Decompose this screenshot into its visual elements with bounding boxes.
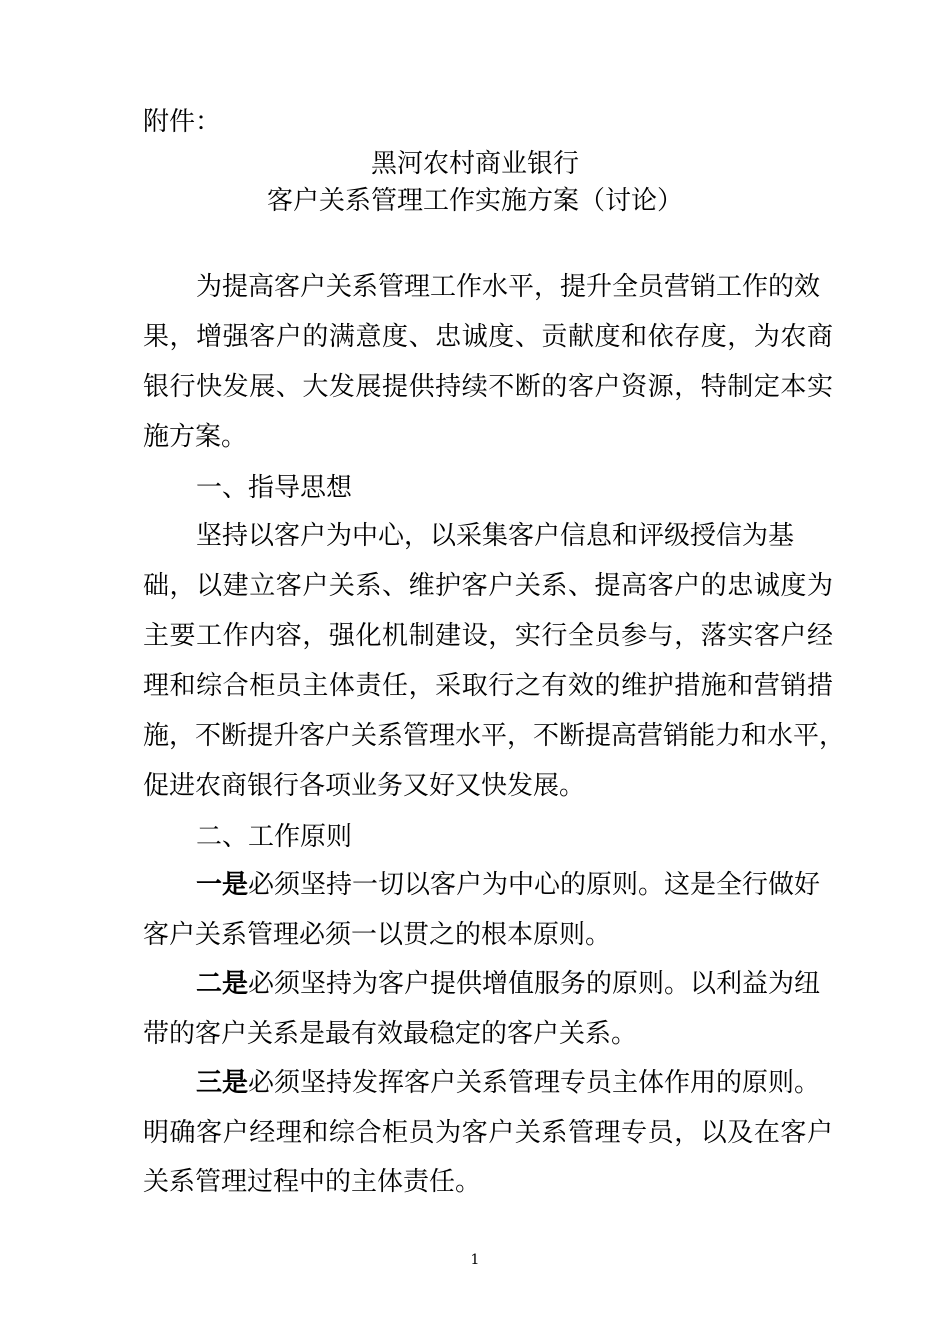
section-1-line-3: 主要工作内容，强化机制建设，实行全员参与，落实客户经 xyxy=(143,621,833,651)
attachment-label: 附件： xyxy=(143,107,222,137)
title-line-2: 客户关系管理工作实施方案（讨论） xyxy=(266,186,683,216)
principle-3-lead: 三是 xyxy=(196,1068,249,1098)
section-1-line-2: 础，以建立客户关系、维护客户关系、提高客户的忠诚度为 xyxy=(143,571,833,601)
principle-3-line-3: 关系管理过程中的主体责任。 xyxy=(143,1167,482,1197)
section-1-heading: 一、指导思想 xyxy=(196,473,353,503)
principle-3-text: 必须坚持发挥客户关系管理专员主体作用的原则。 xyxy=(248,1068,821,1098)
principle-1-text: 必须坚持一切以客户为中心的原则。这是全行做好 xyxy=(248,870,821,900)
principle-1-lead: 一是 xyxy=(196,870,249,900)
principle-2-text: 必须坚持为客户提供增值服务的原则。以利益为纽 xyxy=(248,969,821,999)
principle-3-line-2: 明确客户经理和综合柜员为客户关系管理专员，以及在客户 xyxy=(143,1118,833,1148)
principle-2-line-2: 带的客户关系是最有效最稳定的客户关系。 xyxy=(143,1019,638,1049)
principle-2-line-1 xyxy=(196,968,820,1000)
principle-1-line-2: 客户关系管理必须一以贯之的根本原则。 xyxy=(143,920,612,950)
page-number: 1 xyxy=(470,1252,480,1268)
title-line-1: 黑河农村商业银行 xyxy=(370,149,579,179)
principle-2-lead: 二是 xyxy=(196,969,249,999)
intro-line-4: 施方案。 xyxy=(143,422,248,452)
principle-3-line-1 xyxy=(196,1067,820,1099)
section-1-line-6: 促进农商银行各项业务又好又快发展。 xyxy=(143,771,586,801)
section-1-line-4: 理和综合柜员主体责任，采取行之有效的维护措施和营销措 xyxy=(143,671,833,701)
intro-line-2: 果，增强客户的满意度、忠诚度、贡献度和依存度，为农商 xyxy=(143,322,833,352)
section-1-line-5: 施，不断提升客户关系管理水平，不断提高营销能力和水平， xyxy=(143,721,846,751)
principle-1-line-1 xyxy=(196,869,820,901)
section-1-line-1: 坚持以客户为中心，以采集客户信息和评级授信为基 xyxy=(196,521,795,551)
section-2-heading: 二、工作原则 xyxy=(196,822,353,852)
intro-line-1: 为提高客户关系管理工作水平，提升全员营销工作的效 xyxy=(196,272,821,302)
intro-line-3: 银行快发展、大发展提供持续不断的客户资源，特制定本实 xyxy=(143,372,833,402)
